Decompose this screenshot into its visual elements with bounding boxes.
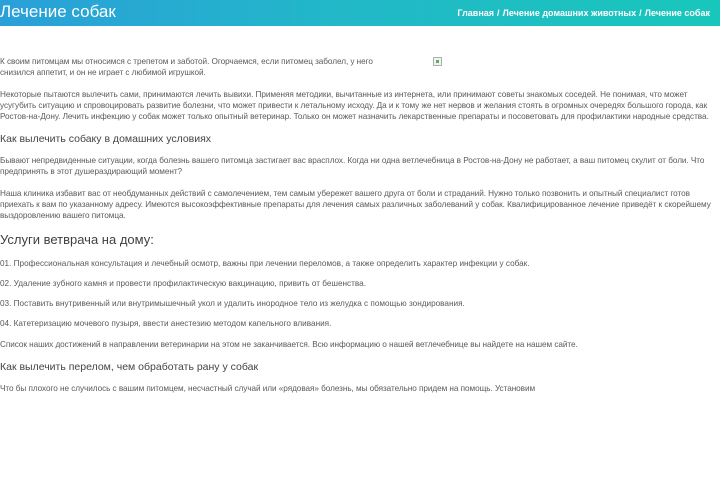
paragraph: Бывают непредвиденные ситуации, когда болезнь вашего питомца застигает вас врасплох. Когда ни одна ветлечебница в Ростов-на-Дону не работает, а ваш питомец скулит от боли. Что предпринять в этот душераздирающий момент? <box>0 156 705 176</box>
list-item: 01. Профессиональная консультация и лечебный осмотр, важны при лечении переломов, а также определить характер инфекции у собак. <box>0 259 530 268</box>
page-title: Лечение собак <box>0 2 116 21</box>
breadcrumb-separator: / <box>497 8 500 18</box>
broken-image-icon <box>433 57 442 66</box>
section-heading-fracture: Как вылечить перелом, чем обработать рану у собак <box>0 361 259 373</box>
list-item: 02. Удаление зубного камня и провести профилактическую вакцинацию, привить от бешенства. <box>0 279 366 288</box>
intro-row <box>0 56 718 78</box>
breadcrumb <box>457 7 710 19</box>
services-list <box>0 258 718 329</box>
page-header <box>0 0 720 26</box>
breadcrumb-current: Лечение собак <box>644 8 710 18</box>
section-heading-home-treatment: Как вылечить собаку в домашних условиях <box>0 133 212 145</box>
paragraph: Список наших достижений в направлении ветеринарии на этом не заканчивается. Всю информацию о нашей ветлечебнице вы найдете на нашем сайте. <box>0 340 578 349</box>
breadcrumb-separator: / <box>639 8 642 18</box>
breadcrumb-pets-link[interactable]: Лечение домашних животных <box>502 8 637 18</box>
paragraph: Некоторые пытаются вылечить сами, принимаются лечить вывихи. Применяя методики, вычитанные из интернета, или принимают советы знакомых соседей. Не понимая, что может усугубить ситуацию и спровоцировать развитие болезни, что может привести к летальному исходу. Да и к тому же нет нервов и желания стоять в огромных очередях большого города, как Ростов-на-Дону. Лечить инфекцию у собак может только опытный ветеринар. Только он может назначить лекарственные препараты и посоветовать для профилактики народные средства. <box>0 90 709 121</box>
article-content <box>0 56 718 405</box>
paragraph: Наша клиника избавит вас от необдуманных действий с самолечением, тем самым убережет вашего друга от боли и страданий. Нужно только позвонить и опытный специалист готов приехать к вам по указанному адресу. Имеются высокоэффективные препараты для лечения самых различных заболеваний у собак. Квалифицированное лечение приведёт к скорейшему выздоровлению вашего питомца. <box>0 189 711 220</box>
paragraph: Что бы плохого не случилось с вашим питомцем, несчастный случай или «рядовая» болезнь, мы обязательно придем на помощь. Установим <box>0 384 536 393</box>
breadcrumb-home-link[interactable]: Главная <box>457 8 495 18</box>
list-item: 04. Катетеризацию мочевого пузыря, ввести анестезию методом капельного вливания. <box>0 319 332 328</box>
intro-paragraph: К своим питомцам мы относимся с трепетом и заботой. Огорчаемся, если питомец заболел, у него снизился аппетит, и он не играет с любимой игрушкой. <box>0 57 373 77</box>
list-item: 03. Поставить внутривенный или внутримышечный укол и удалить инородное тело из желудка с помощью зондирования. <box>0 299 465 308</box>
section-heading-services: Услуги ветврача на дому: <box>0 232 154 247</box>
